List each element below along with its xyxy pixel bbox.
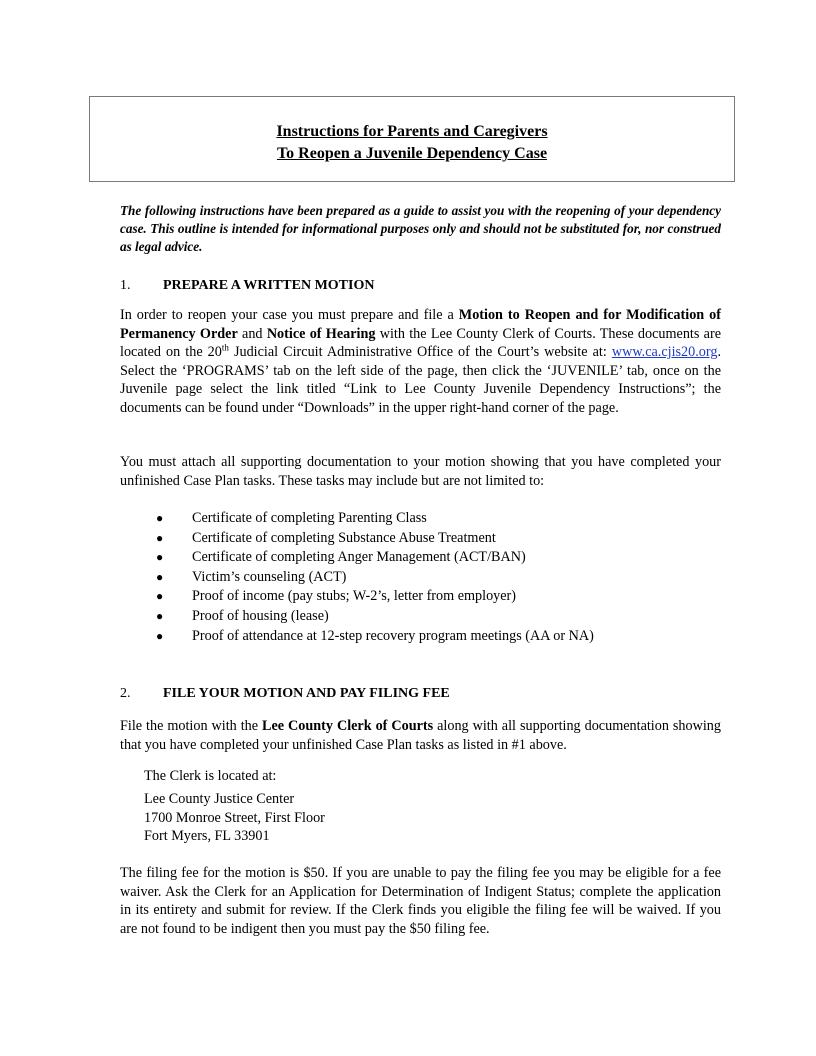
bullet-icon: ● <box>156 628 164 643</box>
list-item-text: Certificate of completing Substance Abuse Treatment <box>192 529 496 546</box>
section-1-title: PREPARE A WRITTEN MOTION <box>163 278 375 293</box>
list-item <box>120 587 721 607</box>
website-link[interactable]: www.ca.cjis20.org <box>611 344 718 360</box>
list-item <box>120 568 721 588</box>
document-title-line-1: Instructions for Parents and Caregivers <box>276 123 548 140</box>
list-item-text: Proof of attendance at 12-step recovery program meetings (AA or NA) <box>192 627 594 644</box>
list-item-text: Proof of income (pay stubs; W-2’s, letter from employer) <box>192 588 517 605</box>
address-line-2: 1700 Monroe Street, First Floor <box>144 810 325 826</box>
case-plan-task-list <box>120 509 721 646</box>
title-box <box>89 96 735 182</box>
text-run: along with all supporting documentation showing that you have completed your unfinished Case Plan tasks as listed in #1 above. <box>120 718 721 753</box>
text-run: . Select the ‘PROGRAMS’ tab on the left side of the page, then click the ‘JUVENILE’ tab, once on the Juvenile page select the link titled “Link to Lee County Juvenile Dependency Instructions”; the documents can be found under “Downloads” in the upper right-hand corner of the page. <box>120 344 721 416</box>
section-1-heading <box>120 277 374 295</box>
list-item-text: Certificate of completing Anger Management (ACT/BAN) <box>192 549 526 566</box>
section-1-paragraph-1 <box>120 306 721 417</box>
list-item <box>120 607 721 627</box>
motion-title: Motion to Reopen and for Modification of Permanency Order <box>120 307 721 342</box>
bullet-icon: ● <box>156 511 164 525</box>
notice-title: Notice of Hearing <box>266 325 376 342</box>
ordinal-superscript: th <box>221 342 229 353</box>
list-item-text: Certificate of completing Parenting Class <box>192 510 427 526</box>
clerk-location-label: The Clerk is located at: <box>144 768 277 784</box>
list-item <box>120 509 721 529</box>
bullet-icon: ● <box>156 569 164 584</box>
section-1-number: 1. <box>120 278 131 293</box>
section-2-heading <box>120 685 450 703</box>
address-line-1: Lee County Justice Center <box>144 791 295 807</box>
section-2-paragraph-2: The filing fee for the motion is $50. If you are unable to pay the filing fee you may be eligible for a fee waiver. Ask the Clerk for an Application for Determination of Indigent Status; complete the application in its entirety and submit for review. If the Clerk finds you eligible the filing fee will be waived. If you are not found to be indigent then you must pay the $50 filing fee. <box>120 865 721 937</box>
address-line-3: Fort Myers, FL 33901 <box>144 828 270 844</box>
list-item-text: Proof of housing (lease) <box>192 607 329 624</box>
text-run: File the motion with the <box>120 718 263 734</box>
list-item <box>120 548 721 568</box>
section-1-paragraph-2: You must attach all supporting documentation to your motion showing that you have completed your unfinished Case Plan tasks. These tasks may include but are not limited to: <box>120 454 721 489</box>
text-run: and <box>237 325 267 342</box>
bullet-icon: ● <box>156 550 164 565</box>
list-item-text: Victim’s counseling (ACT) <box>192 568 347 585</box>
bullet-icon: ● <box>156 608 164 623</box>
text-run: In order to reopen your case you must prepare and file a <box>120 307 459 323</box>
document-title-line-2: To Reopen a Juvenile Dependency Case <box>276 145 548 162</box>
section-2-title: FILE YOUR MOTION AND PAY FILING FEE <box>163 686 450 701</box>
text-run: with the Lee County Clerk of Courts. These documents are located on the 20 <box>120 325 721 360</box>
text-run: Judicial Circuit Administrative Office of the Court’s website at: <box>228 344 612 360</box>
section-2-number: 2. <box>120 686 131 701</box>
section-2-paragraph-1 <box>120 717 721 754</box>
intro-disclaimer: The following instructions have been prepared as a guide to assist you with the reopening of your dependency case. This outline is intended for informational purposes only and should not be substituted for, nor construed as legal advice. <box>120 203 721 254</box>
bullet-icon: ● <box>156 530 164 545</box>
list-item <box>120 627 721 647</box>
list-item <box>120 529 721 549</box>
clerk-name: Lee County Clerk of Courts <box>262 718 434 734</box>
bullet-icon: ● <box>156 589 164 604</box>
